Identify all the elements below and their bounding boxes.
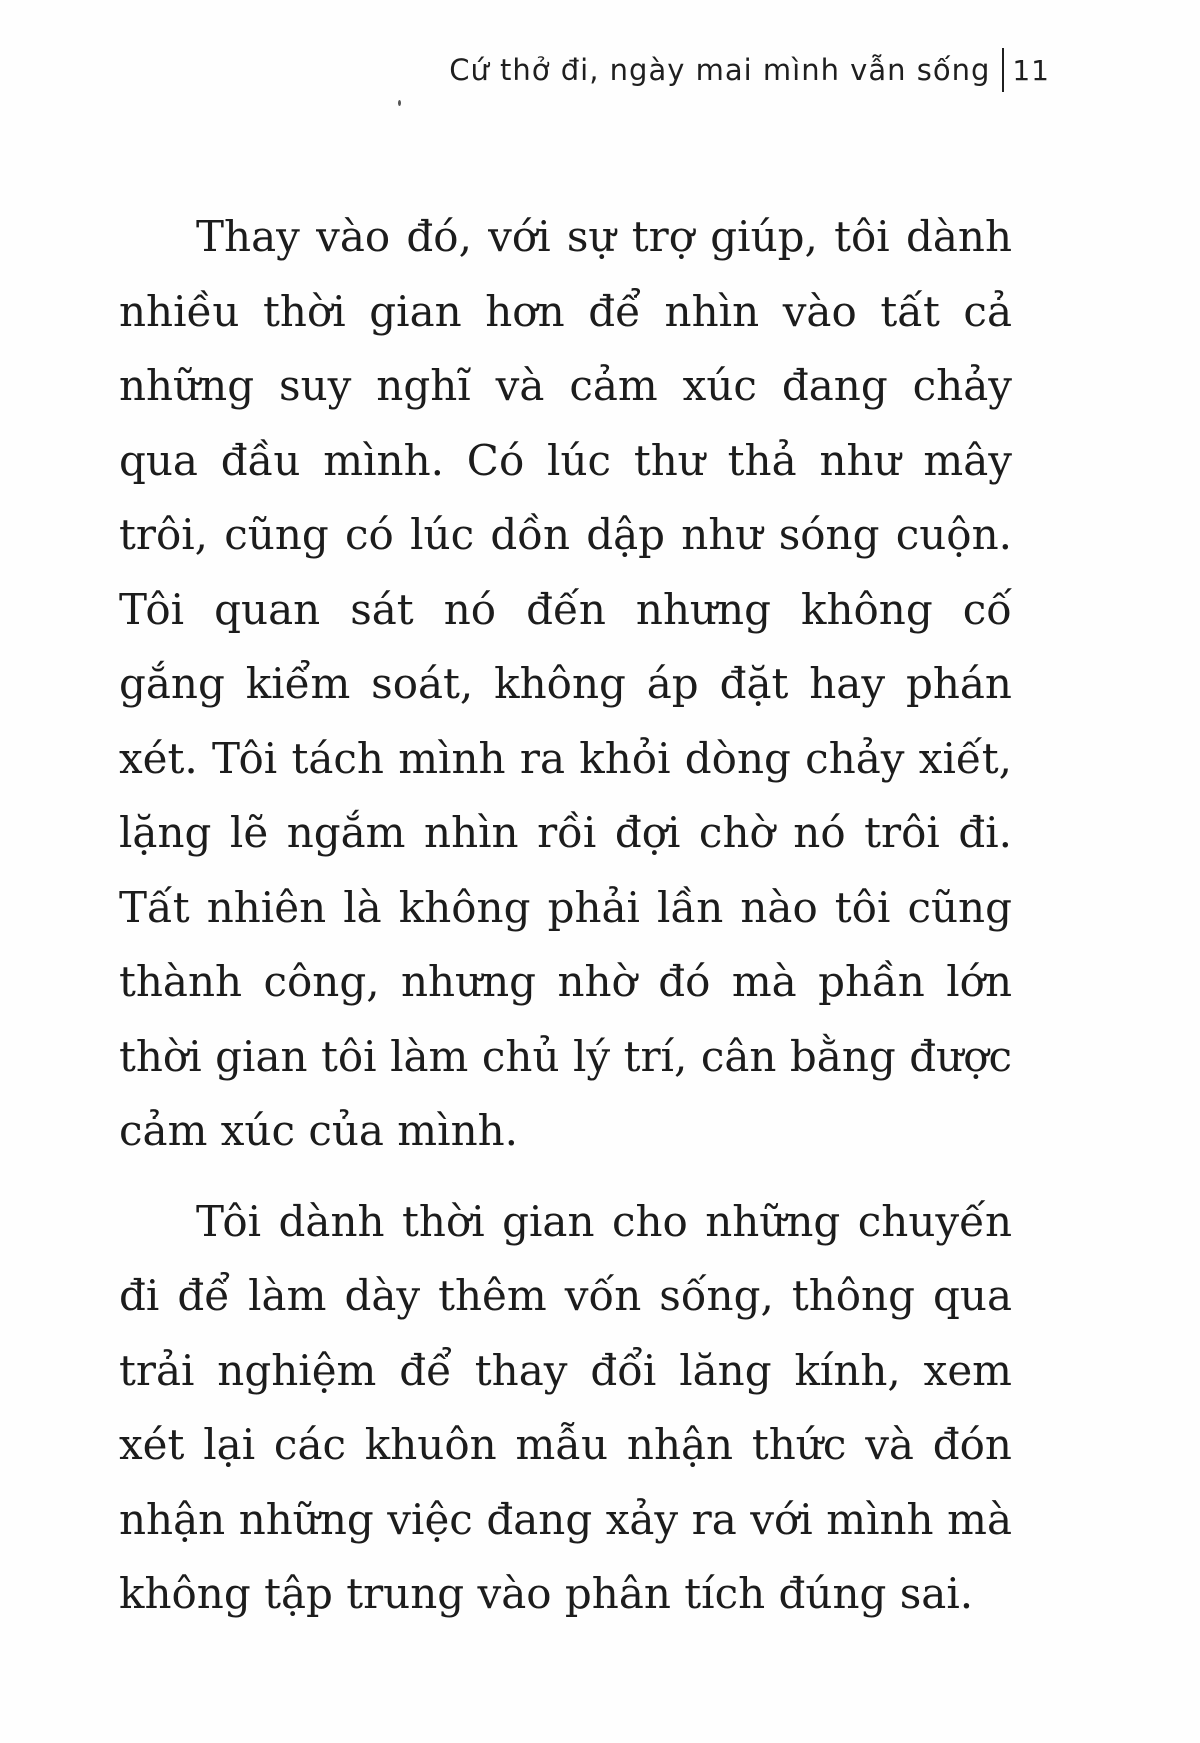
body-text [119,200,1012,1632]
paragraph-1: Thay vào đó, với sự trợ giúp, tôi dành nhiều thời gian hơn để nhìn vào tất cả những suy nghĩ và cảm xúc đang chảy qua đầu mình. Có lúc thư thả như mây trôi, cũng có lúc dồn dập như sóng cuộn. Tôi quan sát nó đến nhưng không cố gắng kiểm soát, không áp đặt hay phán xét. Tôi tách mình ra khỏi dòng chảy xiết, lặng lẽ ngắm nhìn rồi đợi chờ nó trôi đi. Tất nhiên là không phải lần nào tôi cũng thành công, nhưng nhờ đó mà phần lớn thời gian tôi làm chủ lý trí, cân bằng được cảm xúc của mình. [119,212,1012,1155]
header-divider [1002,48,1004,92]
running-header [449,48,1050,92]
page-number: 11 [1012,53,1050,87]
scan-speck [398,100,401,106]
running-title: Cứ thở đi, ngày mai mình vẫn sống [449,53,991,87]
paragraph-2: Tôi dành thời gian cho những chuyến đi để làm dày thêm vốn sống, thông qua trải nghiệm để thay đổi lăng kính, xem xét lại các khuôn mẫu nhận thức và đón nhận những việc đang xảy ra với mình mà không tập trung vào phân tích đúng sai. [119,1196,1012,1618]
